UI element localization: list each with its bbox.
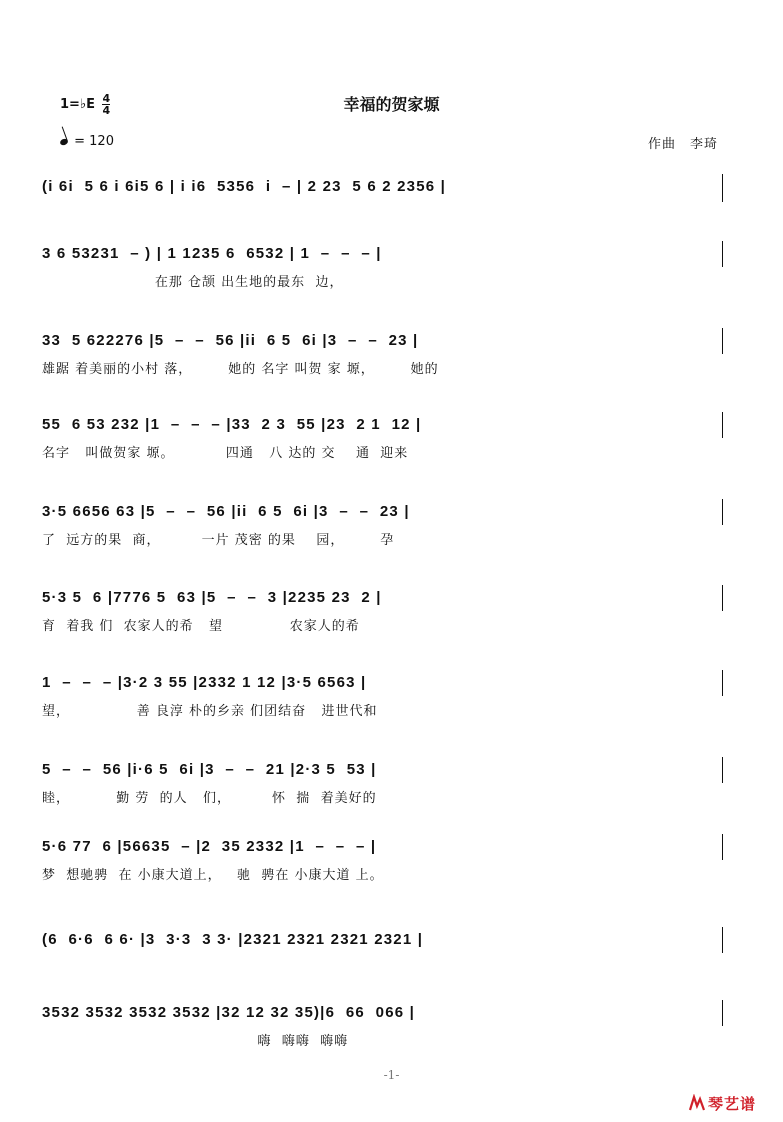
barline	[722, 328, 723, 354]
lyric-line: 嗨 嗨嗨 嗨嗨	[42, 1034, 349, 1049]
system-4	[42, 416, 732, 461]
barline	[722, 757, 723, 783]
barline	[722, 241, 723, 267]
system-5	[42, 503, 732, 548]
composer-credit: 作曲 李琦	[648, 137, 719, 152]
barline	[722, 174, 723, 202]
system-3	[42, 332, 732, 377]
lyric-line: 名字 叫做贺家 塬。 四通 八 达的 交 通 迎来	[42, 446, 409, 461]
barline	[722, 412, 723, 438]
lyric-line: 睦， 勤 劳 的人 们， 怀 揣 着美好的	[42, 791, 377, 806]
barline	[722, 499, 723, 525]
notation-line: (6 6·6 6 6· |3 3·3 3 3· |2321 2321 2321 2321 |	[42, 931, 424, 948]
notation-line: 5·3 5 6 |7776 5 63 |5 – – 3 |2235 23 2 |	[42, 589, 382, 606]
system-2	[42, 245, 732, 290]
lyric-line: 育 着我 们 农家人的希 望 农家人的希	[42, 619, 360, 634]
notation-line: 33 5 622276 |5 – – 56 |ii 6 5 6i |3 – – 23 |	[42, 332, 419, 349]
barline	[722, 585, 723, 611]
notation-line: (i 6i 5 6 i 6i5 6 | i i6 5356 i – | 2 23 5 6 2 2356 |	[42, 178, 447, 195]
barline	[722, 834, 723, 860]
notation-line: 55 6 53 232 |1 – – – |33 2 3 55 |23 2 1 12 |	[42, 416, 422, 433]
lyric-line: 梦 想驰骋 在 小康大道上， 驰 骋在 小康大道 上。	[42, 868, 384, 883]
system-7	[42, 674, 732, 719]
system-8	[42, 761, 732, 806]
time-bottom: 4	[102, 104, 111, 117]
barline	[722, 927, 723, 953]
logo-icon	[688, 1094, 706, 1112]
watermark-logo	[688, 1092, 778, 1116]
system-11	[42, 1004, 732, 1049]
song-title: 幸福的贺家塬	[343, 95, 440, 114]
notation-line: 1 – – – |3·2 3 55 |2332 1 12 |3·5 6563 |	[42, 674, 367, 691]
barline	[722, 670, 723, 696]
quarter-note-icon	[59, 138, 69, 146]
system-10	[42, 931, 732, 948]
watermark-text: 琴艺谱	[708, 1095, 757, 1113]
notation-line: 3532 3532 3532 3532 |32 12 32 35)|6 66 066 |	[42, 1004, 416, 1021]
notation-line: 3·5 6656 63 |5 – – 56 |ii 6 5 6i |3 – – 23 |	[42, 503, 410, 520]
barline	[722, 1000, 723, 1026]
notation-line: 3 6 53231 – ) | 1 1235 6 6532 | 1 – – – |	[42, 245, 382, 262]
notation-line: 5·6 77 6 |56635 – |2 35 2332 |1 – – – |	[42, 838, 377, 855]
system-6	[42, 589, 732, 634]
lyric-line: 望， 善 良淳 朴的乡亲 们团结奋 进世代和	[42, 704, 378, 719]
page-number: -1-	[383, 1068, 400, 1082]
system-9	[42, 838, 732, 883]
key-label: 1=♭E	[60, 97, 95, 112]
lyric-line: 在那 仓颉 出生地的最东 边，	[42, 275, 344, 290]
notation-line: 5 – – 56 |i·6 5 6i |3 – – 21 |2·3 5 53 |	[42, 761, 377, 778]
system-1	[42, 178, 732, 195]
lyric-line: 了 远方的果 商， 一片 茂密 的果 园， 孕	[42, 533, 395, 548]
time-top: 4	[102, 92, 111, 105]
tempo-marking	[60, 134, 114, 149]
lyric-line: 雄踞 着美丽的小村 落， 她的 名字 叫贺 家 塬， 她的	[42, 362, 439, 377]
tempo-value: = 120	[74, 134, 114, 149]
